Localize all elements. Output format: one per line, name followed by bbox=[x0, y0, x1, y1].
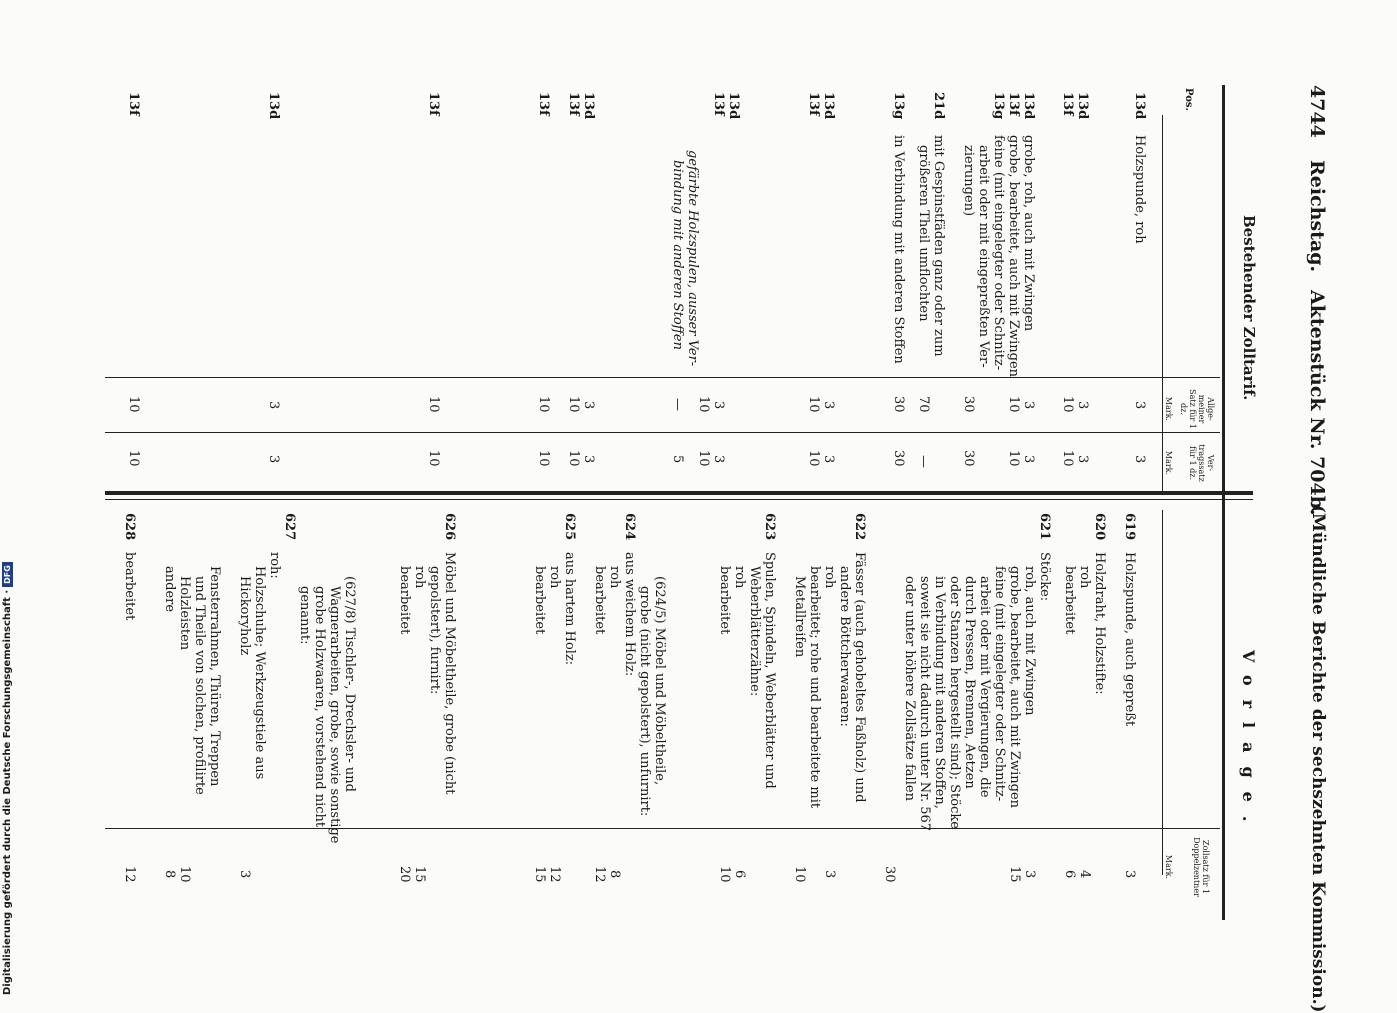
entry-text: aus weichem Holz: bbox=[622, 552, 637, 677]
pos-cell: 13f bbox=[426, 92, 441, 116]
item-text: grobe, bearbeitet, auch mit Zwingen bbox=[1006, 135, 1021, 378]
entry-rate: 30 bbox=[882, 866, 897, 883]
general-rate: 3 bbox=[266, 401, 281, 410]
pos-cell: 13d bbox=[1132, 92, 1147, 120]
entry-text: Stöcke: bbox=[1037, 552, 1052, 602]
col-rate-unit: Mark. bbox=[1164, 854, 1173, 880]
left-section-title: Bestehender Zolltarif. bbox=[1240, 215, 1258, 401]
general-rate: 3 bbox=[1075, 401, 1090, 410]
entry-text: Metallreifen bbox=[792, 576, 807, 658]
entry-text: Wagnerarbeiten, grobe, sowie sonstige bbox=[327, 586, 342, 844]
item-text: in Verbindung mit anderen Stoffen bbox=[891, 135, 906, 364]
treaty-rate: 10 bbox=[426, 450, 441, 467]
entry-text: Holzdraht, Holzstifte: bbox=[1092, 552, 1107, 695]
entry-text: Weberblätterzähne: bbox=[747, 566, 762, 697]
entry-number: 623 bbox=[762, 513, 777, 541]
item-text: feine (mit eingelegter oder Schnitz- bbox=[991, 135, 1006, 371]
col-general-header: Allge-meiner Satz für 1 dz. bbox=[1179, 389, 1215, 429]
entry-text: bearbeitet bbox=[592, 566, 607, 635]
general-rate: 3 bbox=[581, 401, 596, 410]
entry-rate: 8 bbox=[162, 870, 177, 879]
treaty-rate: 10 bbox=[566, 450, 581, 467]
treaty-rate: 30 bbox=[891, 450, 906, 467]
entry-rate: 15 bbox=[412, 866, 427, 883]
pos-cell: 13f bbox=[1060, 92, 1075, 116]
pos-cell: 21d bbox=[931, 92, 946, 120]
pos-cell: 13d bbox=[1021, 92, 1036, 120]
treaty-rate: 3 bbox=[711, 455, 726, 464]
dfg-logo: DFG bbox=[2, 562, 13, 587]
left-header-rule bbox=[1162, 115, 1163, 493]
entry-text: (624/5) Möbel und Möbeltheile, bbox=[652, 576, 667, 786]
entry-text: roh bbox=[1077, 566, 1092, 589]
entry-rate: 4 bbox=[1077, 870, 1092, 879]
treaty-rate: 3 bbox=[581, 455, 596, 464]
right-section-title: Vorlage. bbox=[1239, 650, 1258, 836]
entry-text: roh: bbox=[267, 552, 282, 579]
entry-rate: 3 bbox=[237, 870, 252, 879]
item-text: grobe, roh, auch mit Zwingen bbox=[1021, 135, 1036, 332]
general-rate: 10 bbox=[1006, 396, 1021, 413]
pos-cell: 13d bbox=[726, 92, 741, 120]
general-rate: 70 bbox=[916, 396, 931, 413]
entry-text: roh bbox=[732, 566, 747, 589]
general-rate: 3 bbox=[821, 401, 836, 410]
item-text: gefärbte Holzspulen, ausser Ver- bbox=[685, 150, 700, 367]
entry-text: bearbeitet; rohe und bearbeitete mit bbox=[807, 566, 822, 809]
entry-text: arbeit oder mit Vergierungen, die bbox=[977, 576, 992, 798]
entry-text: roh bbox=[822, 566, 837, 589]
treaty-rate: 3 bbox=[266, 455, 281, 464]
entry-text: Holzschuhe; Werkzeugstiele aus bbox=[252, 566, 267, 780]
col-rate-header: Zollsatz für 1 Doppelzentner bbox=[1192, 837, 1210, 897]
general-rate: 10 bbox=[126, 396, 141, 413]
item-text: Holzspunde, roh bbox=[1132, 135, 1147, 244]
pos-cell: 13d bbox=[581, 92, 596, 120]
entry-rate: 6 bbox=[732, 870, 747, 879]
entry-text: gepolstert), furnirt: bbox=[427, 566, 442, 695]
general-rate: 10 bbox=[806, 396, 821, 413]
credit-text: Digitalisierung gefördert durch die Deutsche Forschungsgemeinschaft · bbox=[2, 589, 13, 995]
general-rate: 3 bbox=[1021, 401, 1036, 410]
entry-number: 624 bbox=[622, 513, 637, 541]
entry-text: Möbel und Möbeltheile, grobe (nicht bbox=[442, 552, 457, 795]
item-text: bindung mit anderen Stoffen bbox=[670, 160, 685, 350]
col-pos-header: Pos. bbox=[1183, 88, 1194, 112]
pos-cell: 13d bbox=[821, 92, 836, 120]
entry-text: grobe, bearbeitet, auch mit Zwingen bbox=[1007, 566, 1022, 809]
entry-text: feine (mit eingelegter oder Schnitz- bbox=[992, 566, 1007, 802]
entry-text: grobe Holzwaaren, vorstehend nicht bbox=[312, 586, 327, 828]
center-double-rule bbox=[105, 491, 1253, 495]
entry-text: bearbeitet bbox=[122, 552, 137, 621]
entry-text: bearbeitet bbox=[397, 566, 412, 635]
header-subtitle: (Mündliche Berichte der sechszehnten Kommission.) bbox=[1308, 505, 1328, 1013]
entry-text: (627/8) Tischler-, Drechsler- und bbox=[342, 576, 357, 792]
entry-rate: 3 bbox=[822, 870, 837, 879]
general-rate: 10 bbox=[696, 396, 711, 413]
item-text: arbeit oder mit eingepreßten Ver- bbox=[976, 145, 991, 368]
entry-number: 622 bbox=[852, 513, 867, 541]
entry-rate: 3 bbox=[1022, 870, 1037, 879]
entry-number: 620 bbox=[1092, 513, 1107, 541]
pos-cell: 13g bbox=[991, 92, 1006, 120]
entry-text: in Verbindung mit anderen Stoffen, bbox=[932, 576, 947, 809]
publication-name: Reichstag. bbox=[1306, 160, 1328, 273]
entry-text: roh, auch mit Zwingen bbox=[1022, 566, 1037, 716]
treaty-rate: 5 bbox=[670, 455, 685, 464]
entry-text: bearbeitet bbox=[1062, 566, 1077, 635]
col-general-unit: Mark. bbox=[1164, 396, 1173, 422]
treaty-rate: 10 bbox=[536, 450, 551, 467]
entry-text: andere bbox=[162, 566, 177, 613]
document-number: Aktenstück Nr. 704b. bbox=[1306, 290, 1328, 516]
general-rate: 10 bbox=[426, 396, 441, 413]
pos-cell: 13f bbox=[1006, 92, 1021, 116]
general-rate: 10 bbox=[536, 396, 551, 413]
entry-rate: 15 bbox=[532, 866, 547, 883]
treaty-rate: 10 bbox=[126, 450, 141, 467]
left-col-divider-2 bbox=[105, 432, 1220, 433]
entry-text: oder unter höhere Zollsätze fallen bbox=[902, 576, 917, 801]
entry-rate: 10 bbox=[717, 866, 732, 883]
entry-text: soweit sie nicht dadurch unter Nr. 567 bbox=[917, 576, 932, 832]
general-rate: 30 bbox=[891, 396, 906, 413]
entry-number: 621 bbox=[1037, 513, 1052, 541]
treaty-rate: 10 bbox=[806, 450, 821, 467]
entry-rate: 10 bbox=[792, 866, 807, 883]
item-text: zierungen) bbox=[961, 145, 976, 217]
entry-text: roh bbox=[412, 566, 427, 589]
entry-number: 619 bbox=[1122, 513, 1137, 541]
entry-text: Holzleisten bbox=[177, 576, 192, 651]
pos-cell: 13f bbox=[126, 92, 141, 116]
entry-text: grobe (nicht gepolstert), unfurnirt: bbox=[637, 586, 652, 817]
entry-text: durch Pressen, Brennen, Aetzen bbox=[962, 576, 977, 789]
entry-text: Hickoryholz bbox=[237, 576, 252, 656]
treaty-rate: 10 bbox=[696, 450, 711, 467]
general-rate: 10 bbox=[1060, 396, 1075, 413]
pos-cell: 13f bbox=[711, 92, 726, 116]
left-col-divider-1 bbox=[105, 377, 1220, 378]
pos-cell: 13f bbox=[806, 92, 821, 116]
header-rule bbox=[1222, 85, 1225, 920]
entry-text: bearbeitet bbox=[717, 566, 732, 635]
pos-cell: 13d bbox=[266, 92, 281, 120]
pos-cell: 13f bbox=[536, 92, 551, 116]
entry-text: genannt: bbox=[297, 586, 312, 645]
general-rate: 30 bbox=[961, 396, 976, 413]
entry-text: aus hartem Holz: bbox=[562, 552, 577, 666]
treaty-rate: 10 bbox=[1060, 450, 1075, 467]
entry-text: Fässer (auch gehobeltes Faßholz) und bbox=[852, 552, 867, 803]
center-double-rule-thin bbox=[105, 499, 1253, 500]
col-treaty-header: Ver-tragssatz für 1 dz. bbox=[1188, 444, 1215, 482]
entry-rate: 12 bbox=[122, 866, 137, 883]
entry-rate: 12 bbox=[547, 866, 562, 883]
general-rate: — bbox=[670, 398, 685, 411]
entry-rate: 12 bbox=[592, 866, 607, 883]
entry-number: 628 bbox=[122, 513, 137, 541]
treaty-rate: 3 bbox=[1021, 455, 1036, 464]
entry-text: oder Stanzen hergestellt sind); Stöcke bbox=[947, 576, 962, 829]
entry-number: 625 bbox=[562, 513, 577, 541]
entry-text: andere Böttcherwaaren: bbox=[837, 566, 852, 727]
digitization-credit bbox=[2, 562, 13, 995]
entry-text: Spulen, Spindeln, Weberblätter und bbox=[762, 552, 777, 789]
treaty-rate: — bbox=[916, 455, 931, 468]
entry-rate: 15 bbox=[1007, 866, 1022, 883]
general-rate: 3 bbox=[1132, 401, 1147, 410]
entry-text: Fensterrahmen, Thüren, Treppen bbox=[207, 566, 222, 787]
entry-text: roh bbox=[547, 566, 562, 589]
item-text: mit Gespinstfäden ganz oder zum bbox=[931, 135, 946, 357]
entry-rate: 20 bbox=[397, 866, 412, 883]
entry-rate: 10 bbox=[177, 866, 192, 883]
treaty-rate: 3 bbox=[821, 455, 836, 464]
general-rate: 3 bbox=[711, 401, 726, 410]
item-text: größeren Theil umflochten bbox=[916, 145, 931, 322]
col-treaty-unit: Mark. bbox=[1164, 450, 1173, 476]
pos-cell: 13g bbox=[891, 92, 906, 120]
right-col-divider bbox=[105, 828, 1220, 829]
treaty-rate: 10 bbox=[1006, 450, 1021, 467]
entry-number: 626 bbox=[442, 513, 457, 541]
entry-text: Holzspunde, auch gepreßt bbox=[1122, 552, 1137, 727]
pos-cell: 13d bbox=[1075, 92, 1090, 120]
entry-text: und Theile von solchen, profilirte bbox=[192, 576, 207, 795]
pos-cell: 13f bbox=[566, 92, 581, 116]
entry-text: bearbeitet bbox=[532, 566, 547, 635]
entry-rate: 3 bbox=[1122, 870, 1137, 879]
treaty-rate: 30 bbox=[961, 450, 976, 467]
entry-rate: 6 bbox=[1062, 870, 1077, 879]
page-number: 4744 bbox=[1306, 85, 1328, 138]
entry-number: 627 bbox=[282, 513, 297, 541]
entry-rate: 8 bbox=[607, 870, 622, 879]
treaty-rate: 3 bbox=[1075, 455, 1090, 464]
right-header-rule bbox=[1162, 510, 1163, 875]
entry-text: roh bbox=[607, 566, 622, 589]
general-rate: 10 bbox=[566, 396, 581, 413]
treaty-rate: 3 bbox=[1132, 455, 1147, 464]
